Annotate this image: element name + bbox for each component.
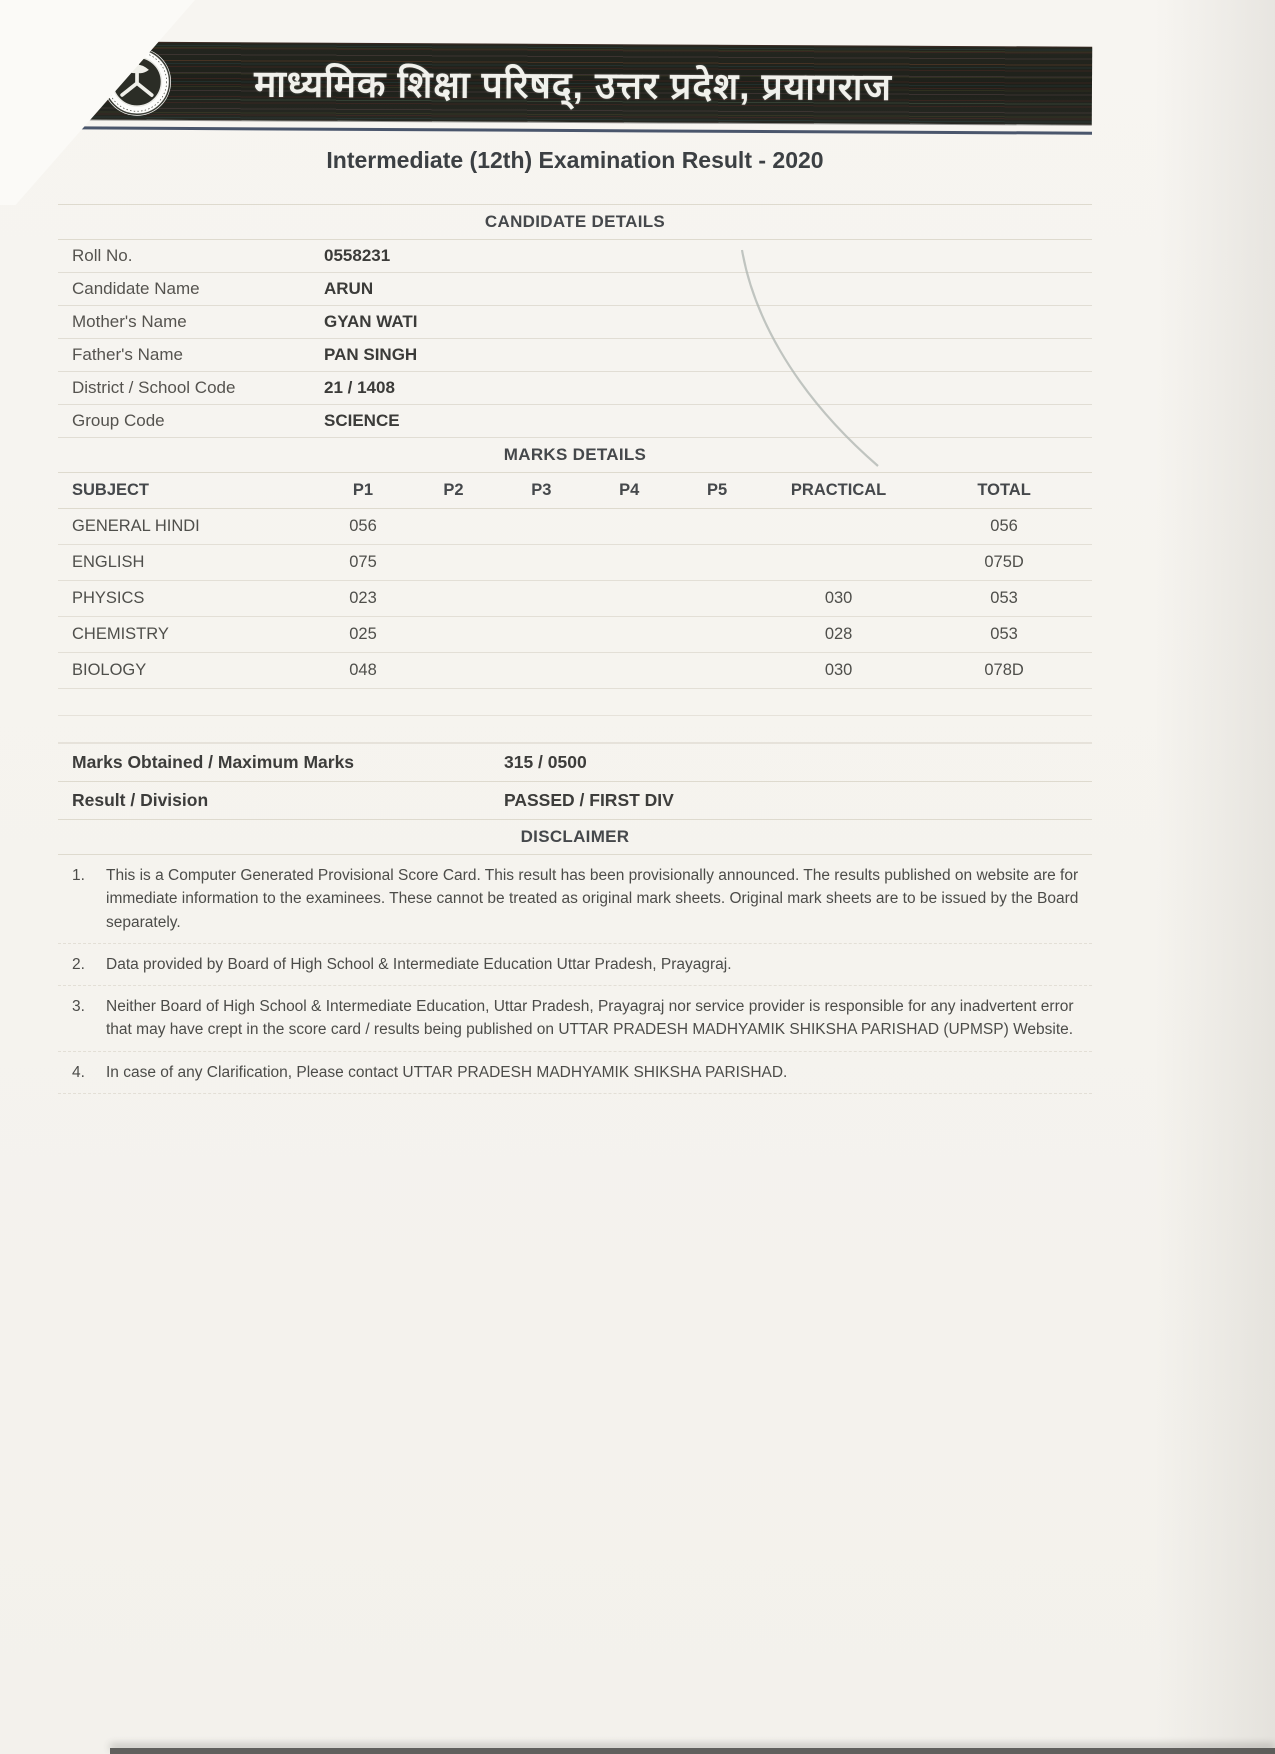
mark-cell-p2 [410, 581, 498, 617]
result-page-title: Intermediate (12th) Examination Result - 2020 [326, 147, 824, 173]
candidate-details-section [58, 204, 1092, 438]
mark-cell-p2 [410, 545, 498, 581]
disclaimer-item-number: 1. [72, 867, 85, 884]
scanned-result-document [58, 0, 1092, 1094]
mark-cell-p4 [585, 545, 673, 581]
field-label: Mother's Name [72, 312, 187, 331]
summary-row [58, 743, 1092, 782]
subject-cell: GENERAL HINDI [58, 509, 317, 545]
summary-label: Result / Division [72, 790, 209, 810]
summary-row [58, 782, 1092, 820]
mark-cell-total: 056 [916, 509, 1092, 545]
mark-cell-p1: 023 [317, 581, 410, 617]
disclaimer-item-text: In case of any Clarification, Please contact UTTAR PRADESH MADHYAMIK SHIKSHA PARISHAD. [106, 1063, 788, 1081]
column-header: P4 [585, 473, 673, 509]
marks-table-header [58, 473, 1092, 509]
column-header: P5 [673, 473, 761, 509]
disclaimer-item-text: Neither Board of High School & Intermediate Education, Uttar Pradesh, Prayagraj nor service provider is responsible for any inadvertent error that may have crept in the score card / results being published on UTTAR PRADESH MADHYAMIK SHIKSHA PARISHAD (UPMSP) Website. [106, 998, 1074, 1039]
mark-cell-p3 [497, 581, 585, 617]
mark-cell-p2 [410, 509, 498, 545]
marks-table-row [58, 581, 1092, 617]
summary-value: 315 / 0500 [504, 752, 587, 772]
candidate-fields-list [58, 240, 1092, 438]
summary-value: PASSED / FIRST DIV [504, 790, 674, 810]
mark-cell-p4 [585, 581, 673, 617]
disclaimer-item [58, 986, 1092, 1052]
candidate-field-row [58, 240, 1092, 273]
marks-table-row [58, 509, 1092, 545]
marks-table [58, 473, 1092, 689]
subject-cell: ENGLISH [58, 545, 317, 581]
column-header: SUBJECT [58, 473, 317, 509]
mark-cell-practical: 028 [761, 617, 916, 653]
candidate-field-row [58, 405, 1092, 438]
mark-cell-total: 053 [916, 581, 1092, 617]
field-value: GYAN WATI [324, 312, 418, 331]
field-label: District / School Code [72, 378, 236, 397]
mark-cell-p4 [585, 653, 673, 689]
field-value: SCIENCE [324, 411, 400, 430]
field-value: 0558231 [324, 246, 391, 265]
mark-cell-p5 [673, 581, 761, 617]
mark-cell-p1: 075 [317, 545, 410, 581]
candidate-details-heading: CANDIDATE DETAILS [58, 204, 1092, 240]
scan-bottom-streak [110, 1748, 1275, 1754]
mark-cell-p3 [497, 509, 585, 545]
column-header: PRACTICAL [761, 473, 916, 509]
board-name-hindi: माध्यमिक शिक्षा परिषद्, उत्तर प्रदेश, प्रयागराज [254, 62, 892, 108]
marks-details-section [58, 438, 1092, 743]
mark-cell-practical [761, 545, 916, 581]
subject-cell: BIOLOGY [58, 653, 317, 689]
marks-table-row [58, 653, 1092, 689]
subject-cell: PHYSICS [58, 581, 317, 617]
mark-cell-p5 [673, 617, 761, 653]
field-label: Father's Name [72, 345, 183, 364]
mark-cell-p4 [585, 509, 673, 545]
field-label: Roll No. [72, 246, 133, 265]
candidate-field-row [58, 273, 1092, 306]
mark-cell-total: 075D [916, 545, 1092, 581]
candidate-field-row [58, 306, 1092, 339]
disclaimer-item-text: This is a Computer Generated Provisional Score Card. This result has been provisionally announced. The results published on website are for immediate information to the examinees. These cannot be treated as original mark sheets. Original mark sheets are to be issued by the Board separately. [106, 867, 1079, 931]
candidate-field-row [58, 372, 1092, 405]
disclaimer-section [58, 820, 1092, 1094]
field-value: 21 / 1408 [324, 378, 395, 397]
paper-edge-shadow [1155, 0, 1275, 1754]
field-label: Group Code [72, 411, 165, 430]
mark-cell-p5 [673, 545, 761, 581]
field-value: PAN SINGH [324, 345, 418, 364]
mark-cell-total: 078D [916, 653, 1092, 689]
board-banner [58, 41, 1092, 124]
mark-cell-p4 [585, 617, 673, 653]
banner-accent-line [58, 126, 1092, 134]
column-header: TOTAL [916, 473, 1092, 509]
mark-cell-p3 [497, 617, 585, 653]
column-header: P1 [317, 473, 410, 509]
marks-table-row [58, 545, 1092, 581]
disclaimer-heading: DISCLAIMER [58, 820, 1092, 855]
mark-cell-p3 [497, 653, 585, 689]
mark-cell-p1: 056 [317, 509, 410, 545]
blank-table-row [58, 689, 1092, 716]
marks-table-row [58, 617, 1092, 653]
disclaimer-item-number: 4. [72, 1063, 85, 1081]
mark-cell-practical: 030 [761, 653, 916, 689]
mark-cell-p2 [410, 617, 498, 653]
mark-cell-p5 [673, 509, 761, 545]
mark-cell-total: 053 [916, 617, 1092, 653]
field-value: ARUN [324, 279, 374, 298]
disclaimer-list [58, 855, 1092, 1094]
disclaimer-item-number: 3. [72, 998, 85, 1015]
subject-cell: CHEMISTRY [58, 617, 317, 653]
candidate-field-row [58, 339, 1092, 372]
summary-label: Marks Obtained / Maximum Marks [72, 752, 355, 772]
disclaimer-item-number: 2. [72, 955, 85, 973]
disclaimer-item [58, 855, 1092, 944]
marks-details-heading: MARKS DETAILS [58, 438, 1092, 473]
mark-cell-practical: 030 [761, 581, 916, 617]
disclaimer-item [58, 944, 1092, 986]
mark-cell-p3 [497, 545, 585, 581]
column-header: P2 [410, 473, 498, 509]
mark-cell-p1: 025 [317, 617, 410, 653]
blank-table-row [58, 716, 1092, 743]
mark-cell-p1: 048 [317, 653, 410, 689]
disclaimer-item-text: Data provided by Board of High School & Intermediate Education Uttar Pradesh, Prayagraj. [106, 955, 732, 973]
disclaimer-item [58, 1052, 1092, 1094]
mark-cell-practical [761, 509, 916, 545]
column-header: P3 [497, 473, 585, 509]
field-label: Candidate Name [72, 279, 200, 298]
pen-scribble-mark [700, 228, 920, 488]
mark-cell-p2 [410, 653, 498, 689]
result-summary-section [58, 743, 1092, 820]
mark-cell-p5 [673, 653, 761, 689]
